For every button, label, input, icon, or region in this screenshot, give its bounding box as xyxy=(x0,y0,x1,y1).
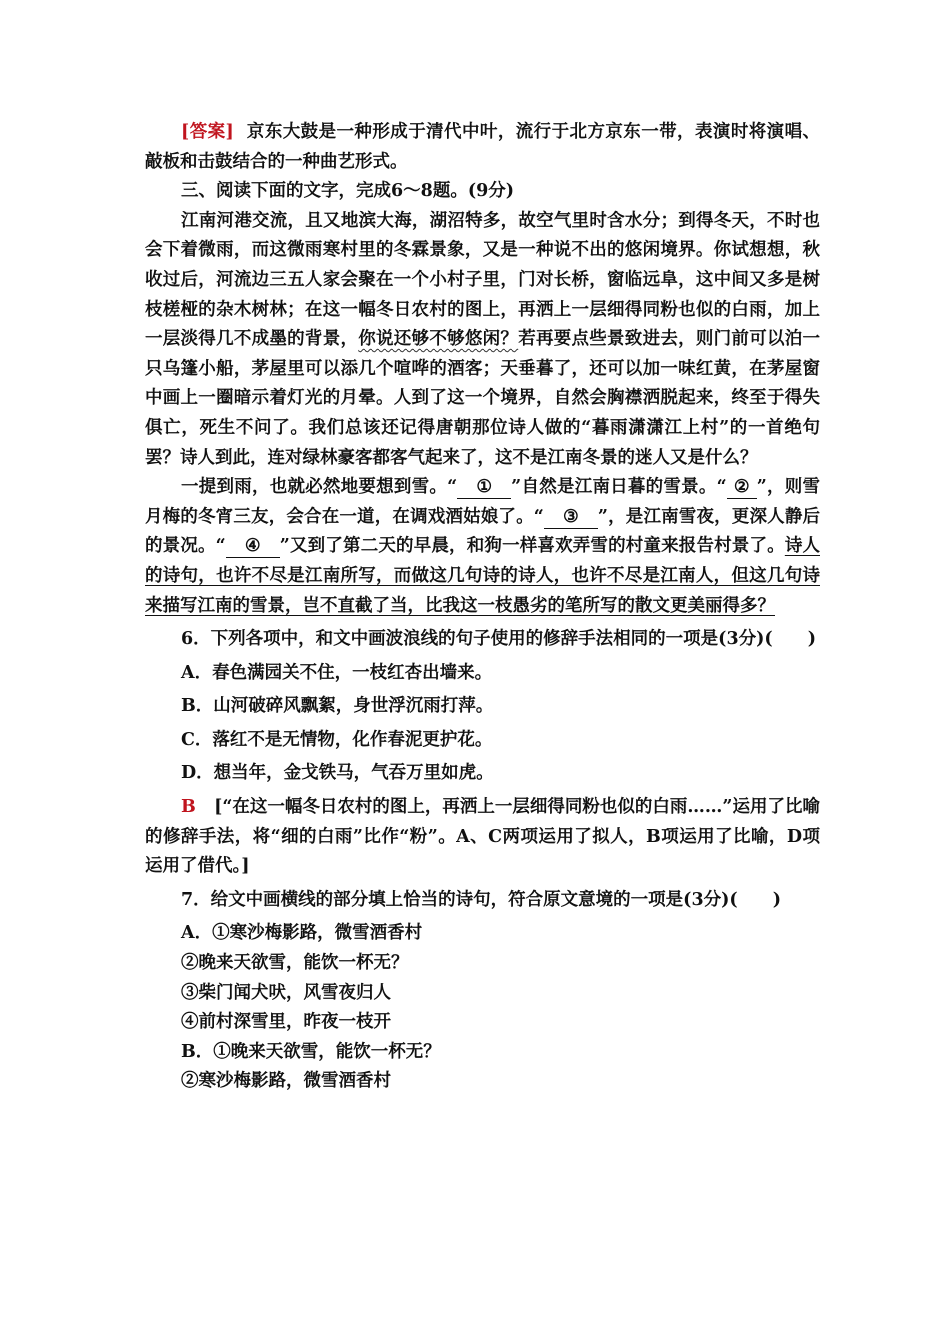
passage-paragraph-1 xyxy=(145,207,820,473)
fill-blank-1: ① xyxy=(457,476,511,499)
question-6-option-c: C．落红不是无情物，化作春泥更护花。 xyxy=(181,729,493,750)
underlined-passage: 诗人的诗句，也许不尽是江南所写，而做这几句诗的诗人，也许不尽是江南人，但这几句诗来描写江南的雪景，岂不直截了当，比我这一枝愚劣的笔所写的散文更美丽得多？ xyxy=(145,536,820,616)
fill-blank-2: ② xyxy=(727,476,757,499)
question-6-option-a: A．春色满园关不住，一枝红杏出墙来。 xyxy=(181,662,493,683)
question-7-option-b-line2: ②寒沙梅影路，微雪酒香村 xyxy=(181,1071,391,1092)
document-page xyxy=(145,118,820,1097)
passage-text: ”，则雪月梅的冬宵三友，会合在一道，在调戏酒姑娘了。“ xyxy=(145,477,820,527)
wavy-underlined-sentence: 你说还够不够悠闲？ xyxy=(358,329,519,350)
question-7-stem: 7．给文中画横线的部分填上恰当的诗句，符合原文意境的一项是(3分)( ) xyxy=(181,889,781,910)
passage-text: ”自然是江南日暮的雪景。“ xyxy=(511,477,727,498)
passage-text: ”，是江南雪夜，更深人静后的景况。“ xyxy=(145,506,820,557)
answer-paragraph xyxy=(145,118,820,177)
question-6-option-b: B．山河破碎风飘絮，身世浮沉雨打萍。 xyxy=(181,696,494,717)
passage-text: 一提到雨，也就必然地要想到雪。“ xyxy=(181,477,458,498)
section-heading: 三、阅读下面的文字，完成6～8题。(9分) xyxy=(181,181,515,202)
answer-letter: B xyxy=(181,797,196,818)
question-6-answer xyxy=(145,793,820,882)
answer-explanation: [“在这一幅冬日农村的图上，再洒上一层细得同粉也似的白雨……”运用了比喻的修辞手法，将“细的白雨”比作“粉”。A、C两项运用了拟人，B项运用了比喻，D项运用了借代。] xyxy=(145,797,820,877)
passage-paragraph-2 xyxy=(145,473,820,621)
question-7-option-a-line1: A．①寒沙梅影路，微雪酒香村 xyxy=(181,923,423,944)
passage-text: 江南河港交流，且又地滨大海，湖沼特多，故空气里时含水分；到得冬天，不时也会下着微雨，而这微雨寒村里的冬霖景象，又是一种说不出的悠闲境界。你试想想，秋收过后，河流边三五人家会聚在一个小村子里，门对长桥，窗临远阜，这中间又多是树枝槎桠的杂木树林；在这一幅冬日农村的图上，再洒上一层细得同粉也似的白雨，加上一层淡得几不成墨的背景， xyxy=(145,210,820,350)
passage-text: ”又到了第二天的早晨，和狗一样喜欢弄雪的村童来报告村景了。 xyxy=(279,536,785,557)
answer-text: 京东大鼓是一种形成于清代中叶，流行于北方京东一带，表演时将演唱、敲板和击鼓结合的一种曲艺形式。 xyxy=(145,122,821,172)
question-7-option-b-line1: B．①晚来天欲雪，能饮一杯无？ xyxy=(181,1041,441,1062)
passage-text: 若再要点些景致进去，则门前可以泊一只乌篷小船，茅屋里可以添几个喧哗的酒客；天垂暮了，还可以加一味红黄，在茅屋窗中画上一圈暗示着灯光的月晕。人到了这一个境界，自然会胸襟洒脱起来，终至于得失俱亡，死生不问了。我们总该还记得唐朝那位诗人做的“暮雨潇潇江上村”的一首绝句罢？诗人到此，连对绿林豪客都客气起来了，这不是江南冬景的迷人又是什么？ xyxy=(145,329,821,468)
question-7-option-a-line3: ③柴门闻犬吠，风雪夜归人 xyxy=(181,982,391,1003)
question-6-option-d: D．想当年，金戈铁马，气吞万里如虎。 xyxy=(181,763,494,784)
answer-tag: [答案] xyxy=(181,122,234,142)
question-6-stem: 6．下列各项中，和文中画波浪线的句子使用的修辞手法相同的一项是(3分)( ) xyxy=(181,629,816,650)
question-7-option-a-line2: ②晚来天欲雪，能饮一杯无？ xyxy=(181,953,409,974)
question-7-option-a-line4: ④前村深雪里，昨夜一枝开 xyxy=(181,1012,391,1033)
fill-blank-4: ④ xyxy=(226,535,280,558)
fill-blank-3: ③ xyxy=(544,506,598,529)
